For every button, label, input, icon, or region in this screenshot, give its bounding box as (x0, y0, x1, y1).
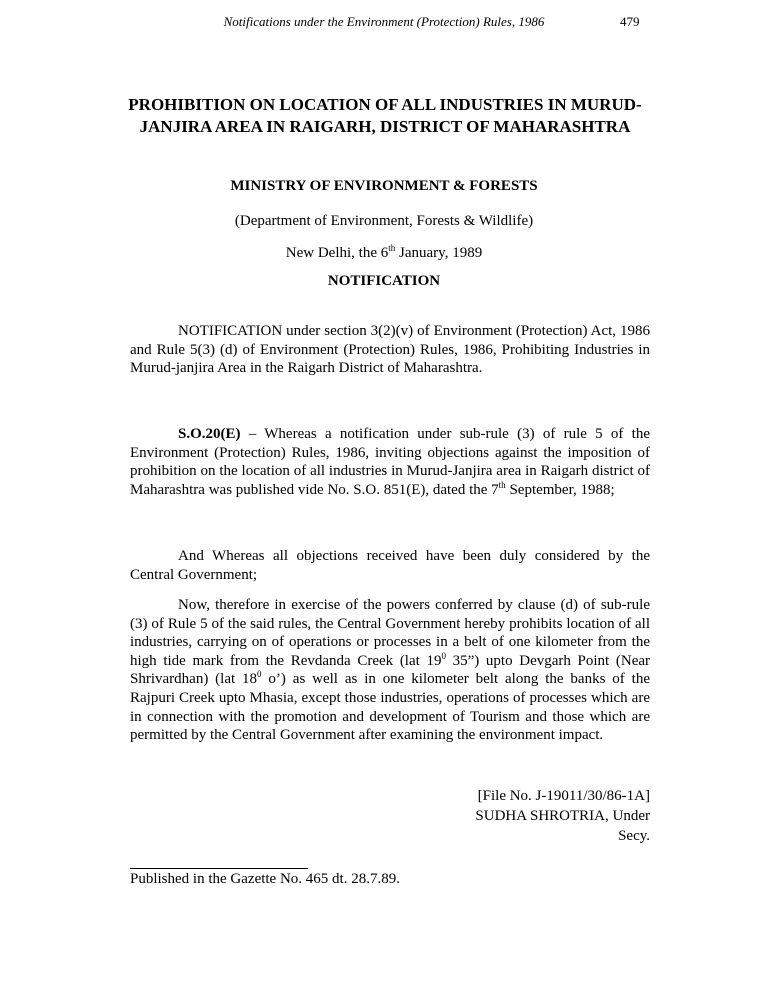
date-line (0, 245, 768, 262)
file-number: [File No. J-19011/30/86-1A] (477, 788, 650, 804)
p2-sup: th (498, 479, 506, 490)
signatory: SUDHA SHROTRIA, Under Secy. (475, 808, 650, 844)
footnote: Published in the Gazette No. 465 dt. 28.7.89. (130, 871, 400, 887)
p4-b: 35”) upto Devgarh Point (Near Shrivardhan) (lat 18 (130, 652, 651, 688)
p4-c: o’) as well as in one kilometer belt along the banks of the Rajpuri Creek upto Mhasia, except those industries, operations of processes which are in connection with the promotion and development of Tourism and those which are permitted by the Central Government after examining the environment impact. (130, 671, 650, 744)
date-pre: New Delhi, the 6 (285, 245, 389, 261)
p4-a: Now, therefore in exercise of the powers conferred by clause (d) of sub-rule (3) of Rule 5 of the said rules, the Central Government hereby prohibits location of all industries, carrying on of operations or processes in a belt of one kilometer from the high tide mark from the Revdanda Creek (lat 19 (130, 597, 650, 669)
date-sup: th (388, 243, 396, 253)
p4-sup1: 0 (441, 650, 446, 661)
notification-heading: NOTIFICATION (327, 273, 441, 289)
footnote-rule (130, 868, 308, 869)
ministry-heading: MINISTRY OF ENVIRONMENT & FORESTS (230, 178, 538, 194)
so-number: S.O.20(E) (178, 426, 241, 442)
p4-sup2: 0 (257, 669, 262, 680)
page-number: 479 (620, 14, 640, 29)
date-post: January, 1989 (395, 245, 483, 261)
paragraph-4 (130, 596, 650, 745)
running-header: Notifications under the Environment (Protection) Rules, 1986 (223, 14, 545, 29)
p2-end: September, 1988; (505, 481, 615, 498)
p2-text: – Whereas a notification under sub-rule (3) of rule 5 of the Environment (Protection) Rules, 1986, inviting objections against the imposition of prohibition on the location of all industries in Murud-Janjira area in Raigarh district of Maharashtra was published vide No. S.O. 851(E), dated the 7 (130, 426, 650, 498)
department-line: (Department of Environment, Forests & Wildlife) (234, 213, 534, 229)
document-title: PROHIBITION ON LOCATION OF ALL INDUSTRIES IN MURUD-JANJIRA AREA IN RAIGARH, DISTRICT OF MAHARASHTRA (128, 95, 642, 136)
paragraph-1: NOTIFICATION under section 3(2)(v) of Environment (Protection) Act, 1986 and Rule 5(3) (d) of Environment (Protection) Rules, 1986, Prohibiting Industries in Murud-janjira Area in the Raigarh District of Maharashtra. (130, 323, 650, 377)
paragraph-2 (130, 425, 650, 499)
paragraph-3: And Whereas all objections received have been duly considered by the Central Government; (130, 548, 650, 583)
